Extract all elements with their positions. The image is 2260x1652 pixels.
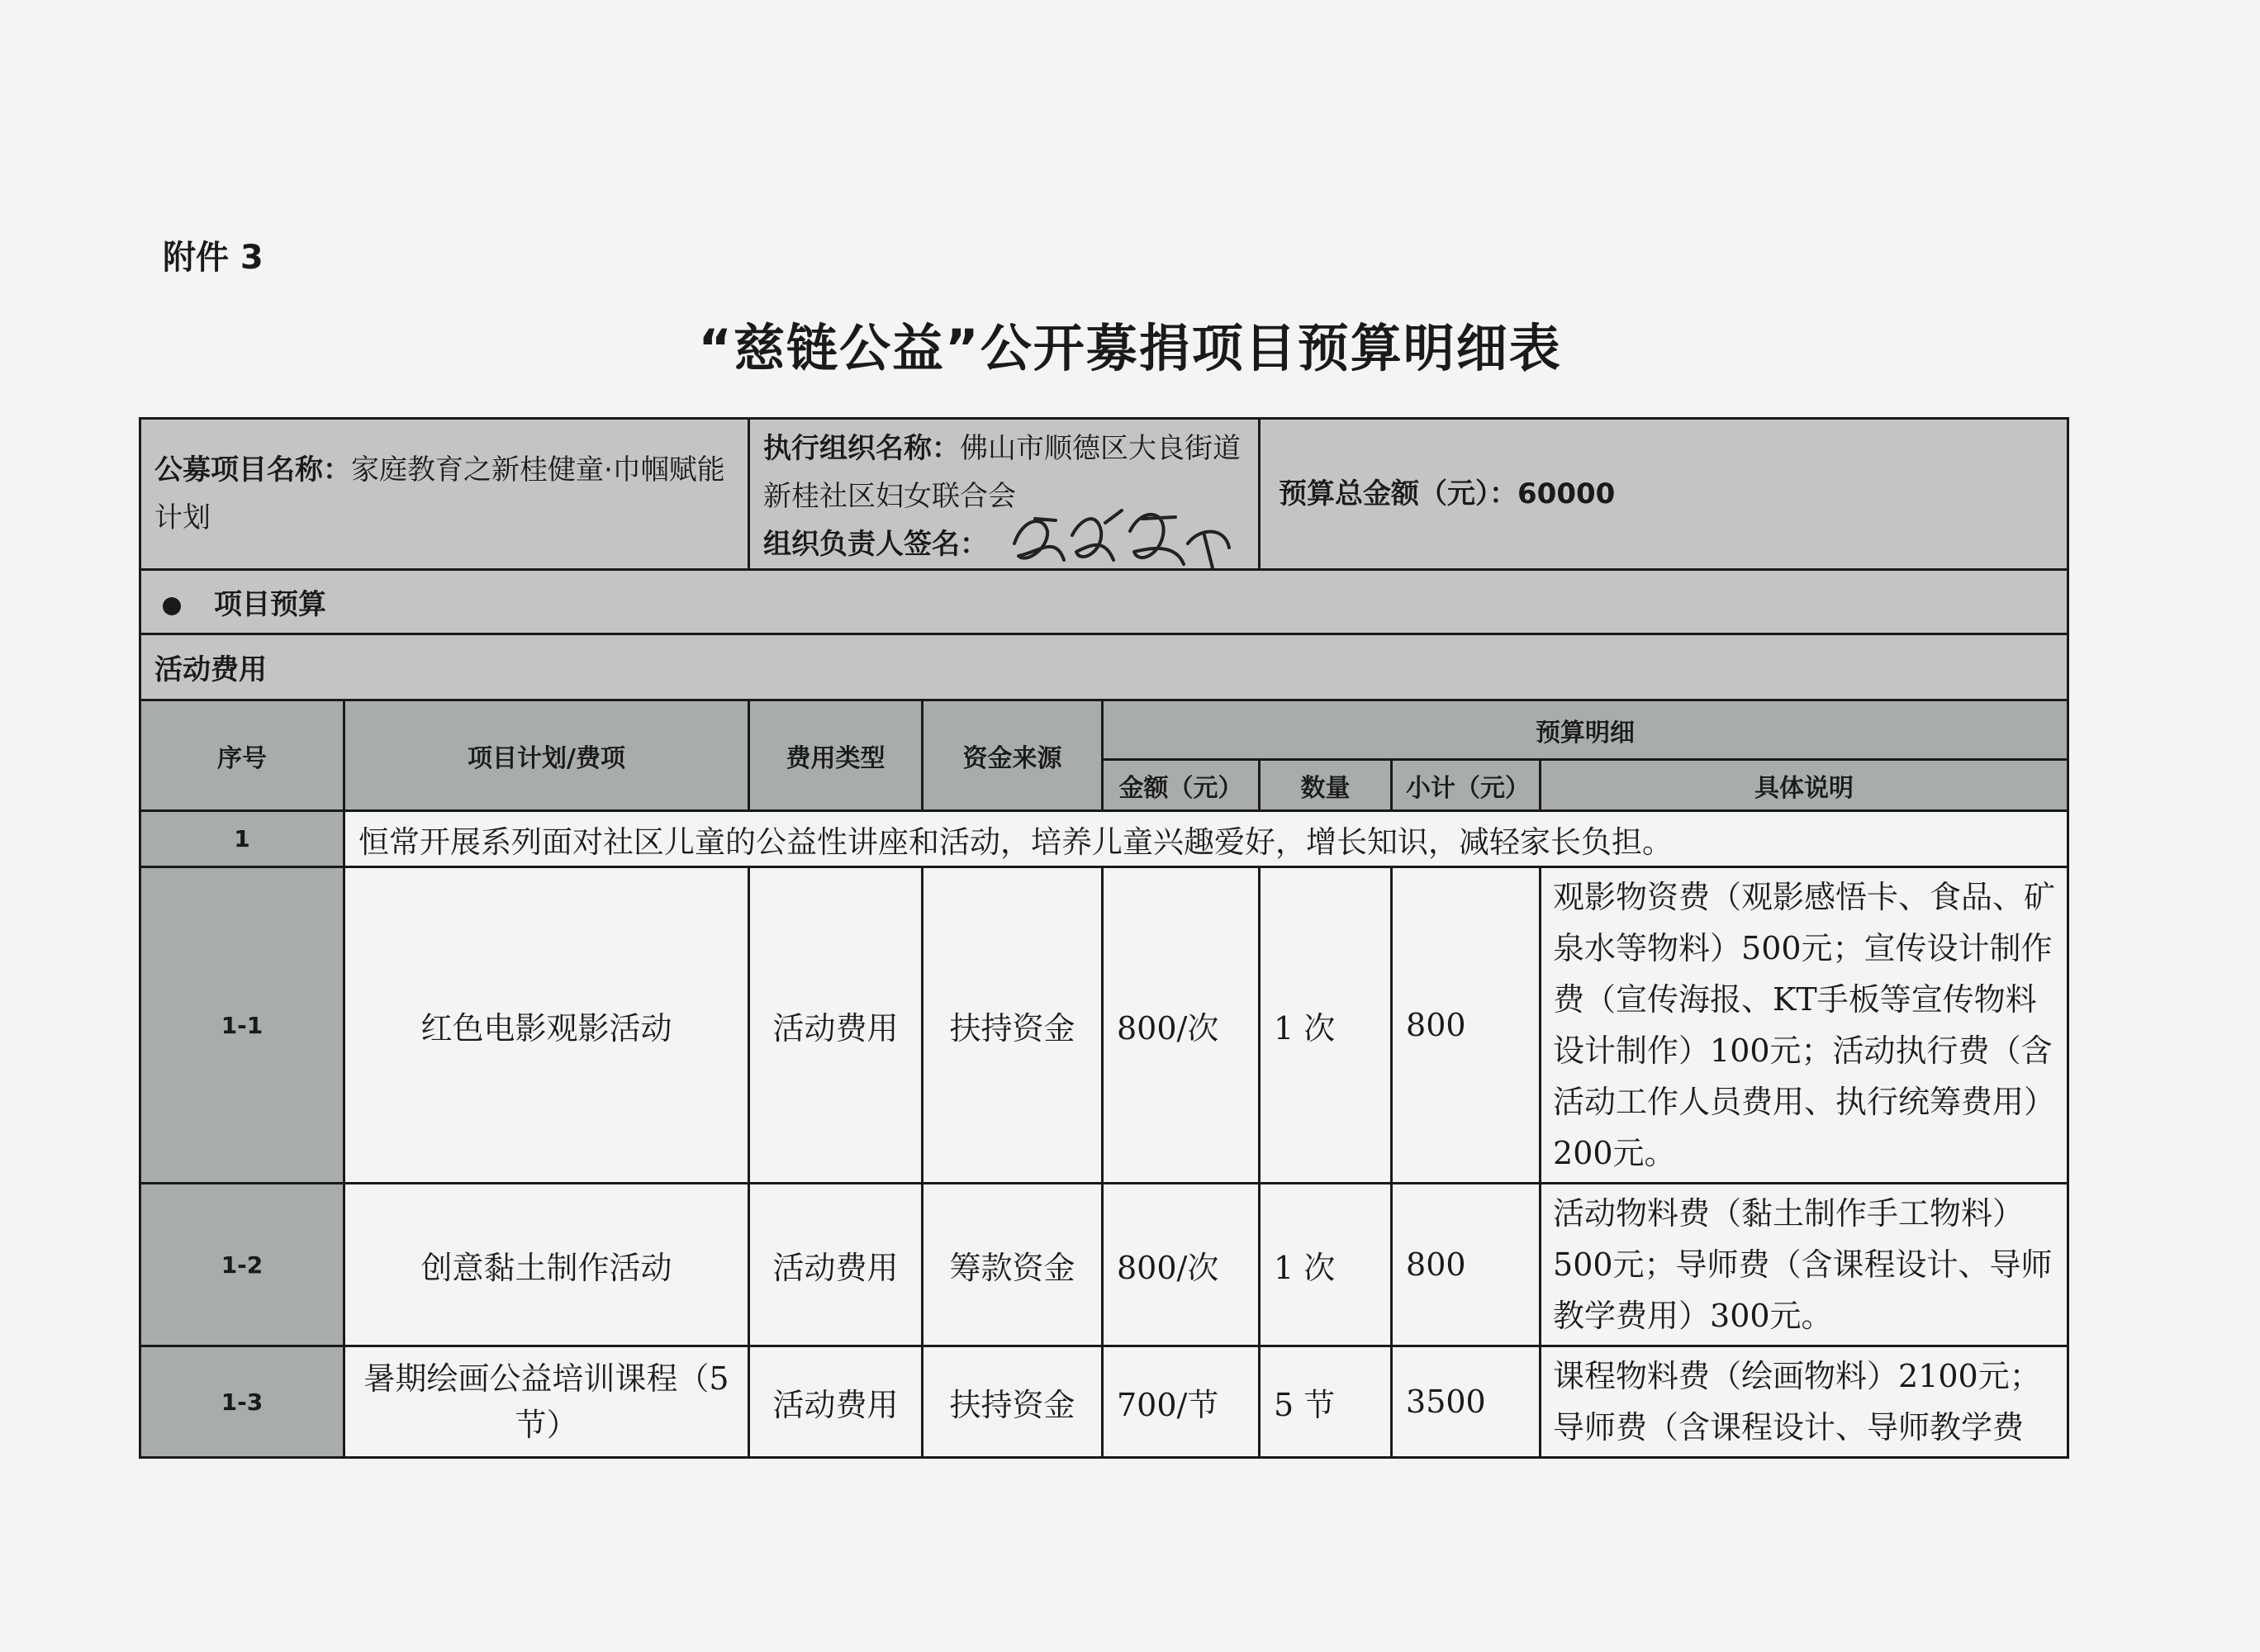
attachment-label: 附件 3 [163, 239, 264, 277]
header-cost-type: 费用类型 [749, 700, 923, 811]
header-description: 具体说明 [1541, 760, 2068, 811]
subsection-title: 活动费用 [154, 653, 267, 686]
signer-label: 组织负责人签名： [763, 528, 988, 561]
row-cost-type: 活动费用 [749, 867, 923, 1184]
row-plan: 创意黏土制作活动 [344, 1184, 749, 1346]
table-row [140, 1346, 2068, 1458]
row-cost-type: 活动费用 [749, 1184, 923, 1346]
row-description: 活动物料费（黏土制作手工物料）500元；导师费（含课程设计、导师教学费用）300元。 [1541, 1184, 2068, 1346]
section-row [140, 570, 2068, 634]
org-name-label: 执行组织名称： [763, 432, 960, 465]
table-row [140, 867, 2068, 1184]
header-budget-detail: 预算明细 [1103, 700, 2068, 760]
info-row [140, 419, 2068, 570]
row-index: 1-1 [140, 867, 344, 1184]
header-quantity: 数量 [1260, 760, 1392, 811]
page-title: “慈链公益”公开募捐项目预算明细表 [698, 318, 1562, 378]
row-index: 1-3 [140, 1346, 344, 1458]
header-index: 序号 [140, 700, 344, 811]
row-quantity: 5 节 [1260, 1346, 1392, 1458]
table-row [140, 1184, 2068, 1346]
signature-image [998, 486, 1246, 570]
subsection-row [140, 634, 2068, 700]
org-name-value: 佛山市顺德区大良街道新桂社区妇女联合会 [763, 432, 1241, 513]
project-name-cell [140, 419, 749, 570]
row-subtotal: 800 [1392, 867, 1541, 1184]
row-fund-source: 扶持资金 [923, 1346, 1103, 1458]
row-quantity: 1 次 [1260, 1184, 1392, 1346]
row-subtotal: 800 [1392, 1184, 1541, 1346]
project-name-value: 家庭教育之新桂健童·巾帼赋能计划 [154, 453, 725, 534]
header-subtotal: 小计（元） [1392, 760, 1541, 811]
row-subtotal: 3500 [1392, 1346, 1541, 1458]
header-fund-source: 资金来源 [923, 700, 1103, 811]
header-amount: 金额（元） [1103, 760, 1260, 811]
row-plan: 红色电影观影活动 [344, 867, 749, 1184]
header-plan: 项目计划/费项 [344, 700, 749, 811]
subsection-cell [140, 634, 2068, 700]
row-cost-type: 活动费用 [749, 1346, 923, 1458]
total-cell [1260, 419, 2068, 570]
row-plan: 暑期绘画公益培训课程（5节） [344, 1346, 749, 1458]
row-amount: 800/次 [1103, 867, 1260, 1184]
row-quantity: 1 次 [1260, 867, 1392, 1184]
row-description: 课程物料费（绘画物料）2100元；导师费（含课程设计、导师教学费 [1541, 1346, 2068, 1458]
row-fund-source: 筹款资金 [923, 1184, 1103, 1346]
header-row-1 [140, 700, 2068, 760]
budget-table [139, 417, 2069, 1459]
group-text: 恒常开展系列面对社区儿童的公益性讲座和活动，培养儿童兴趣爱好，增长知识，减轻家长负担。 [344, 811, 2068, 867]
group-row [140, 811, 2068, 867]
row-fund-source: 扶持资金 [923, 867, 1103, 1184]
row-description: 观影物资费（观影感悟卡、食品、矿泉水等物料）500元；宣传设计制作费（宣传海报、KT手板等宣传物料设计制作）100元；活动执行费（含活动工作人员费用、执行统筹费用）200元。 [1541, 867, 2068, 1184]
total-value: 60000 [1517, 477, 1616, 510]
total-label: 预算总金额（元）： [1279, 477, 1518, 510]
row-amount: 800/次 [1103, 1184, 1260, 1346]
project-name-label: 公募项目名称： [154, 453, 351, 487]
bullet-icon [163, 597, 181, 615]
section-title: 项目预算 [214, 588, 326, 621]
row-index: 1-2 [140, 1184, 344, 1346]
section-cell [140, 570, 2068, 634]
row-amount: 700/节 [1103, 1346, 1260, 1458]
group-index: 1 [140, 811, 344, 867]
org-cell [749, 419, 1260, 570]
